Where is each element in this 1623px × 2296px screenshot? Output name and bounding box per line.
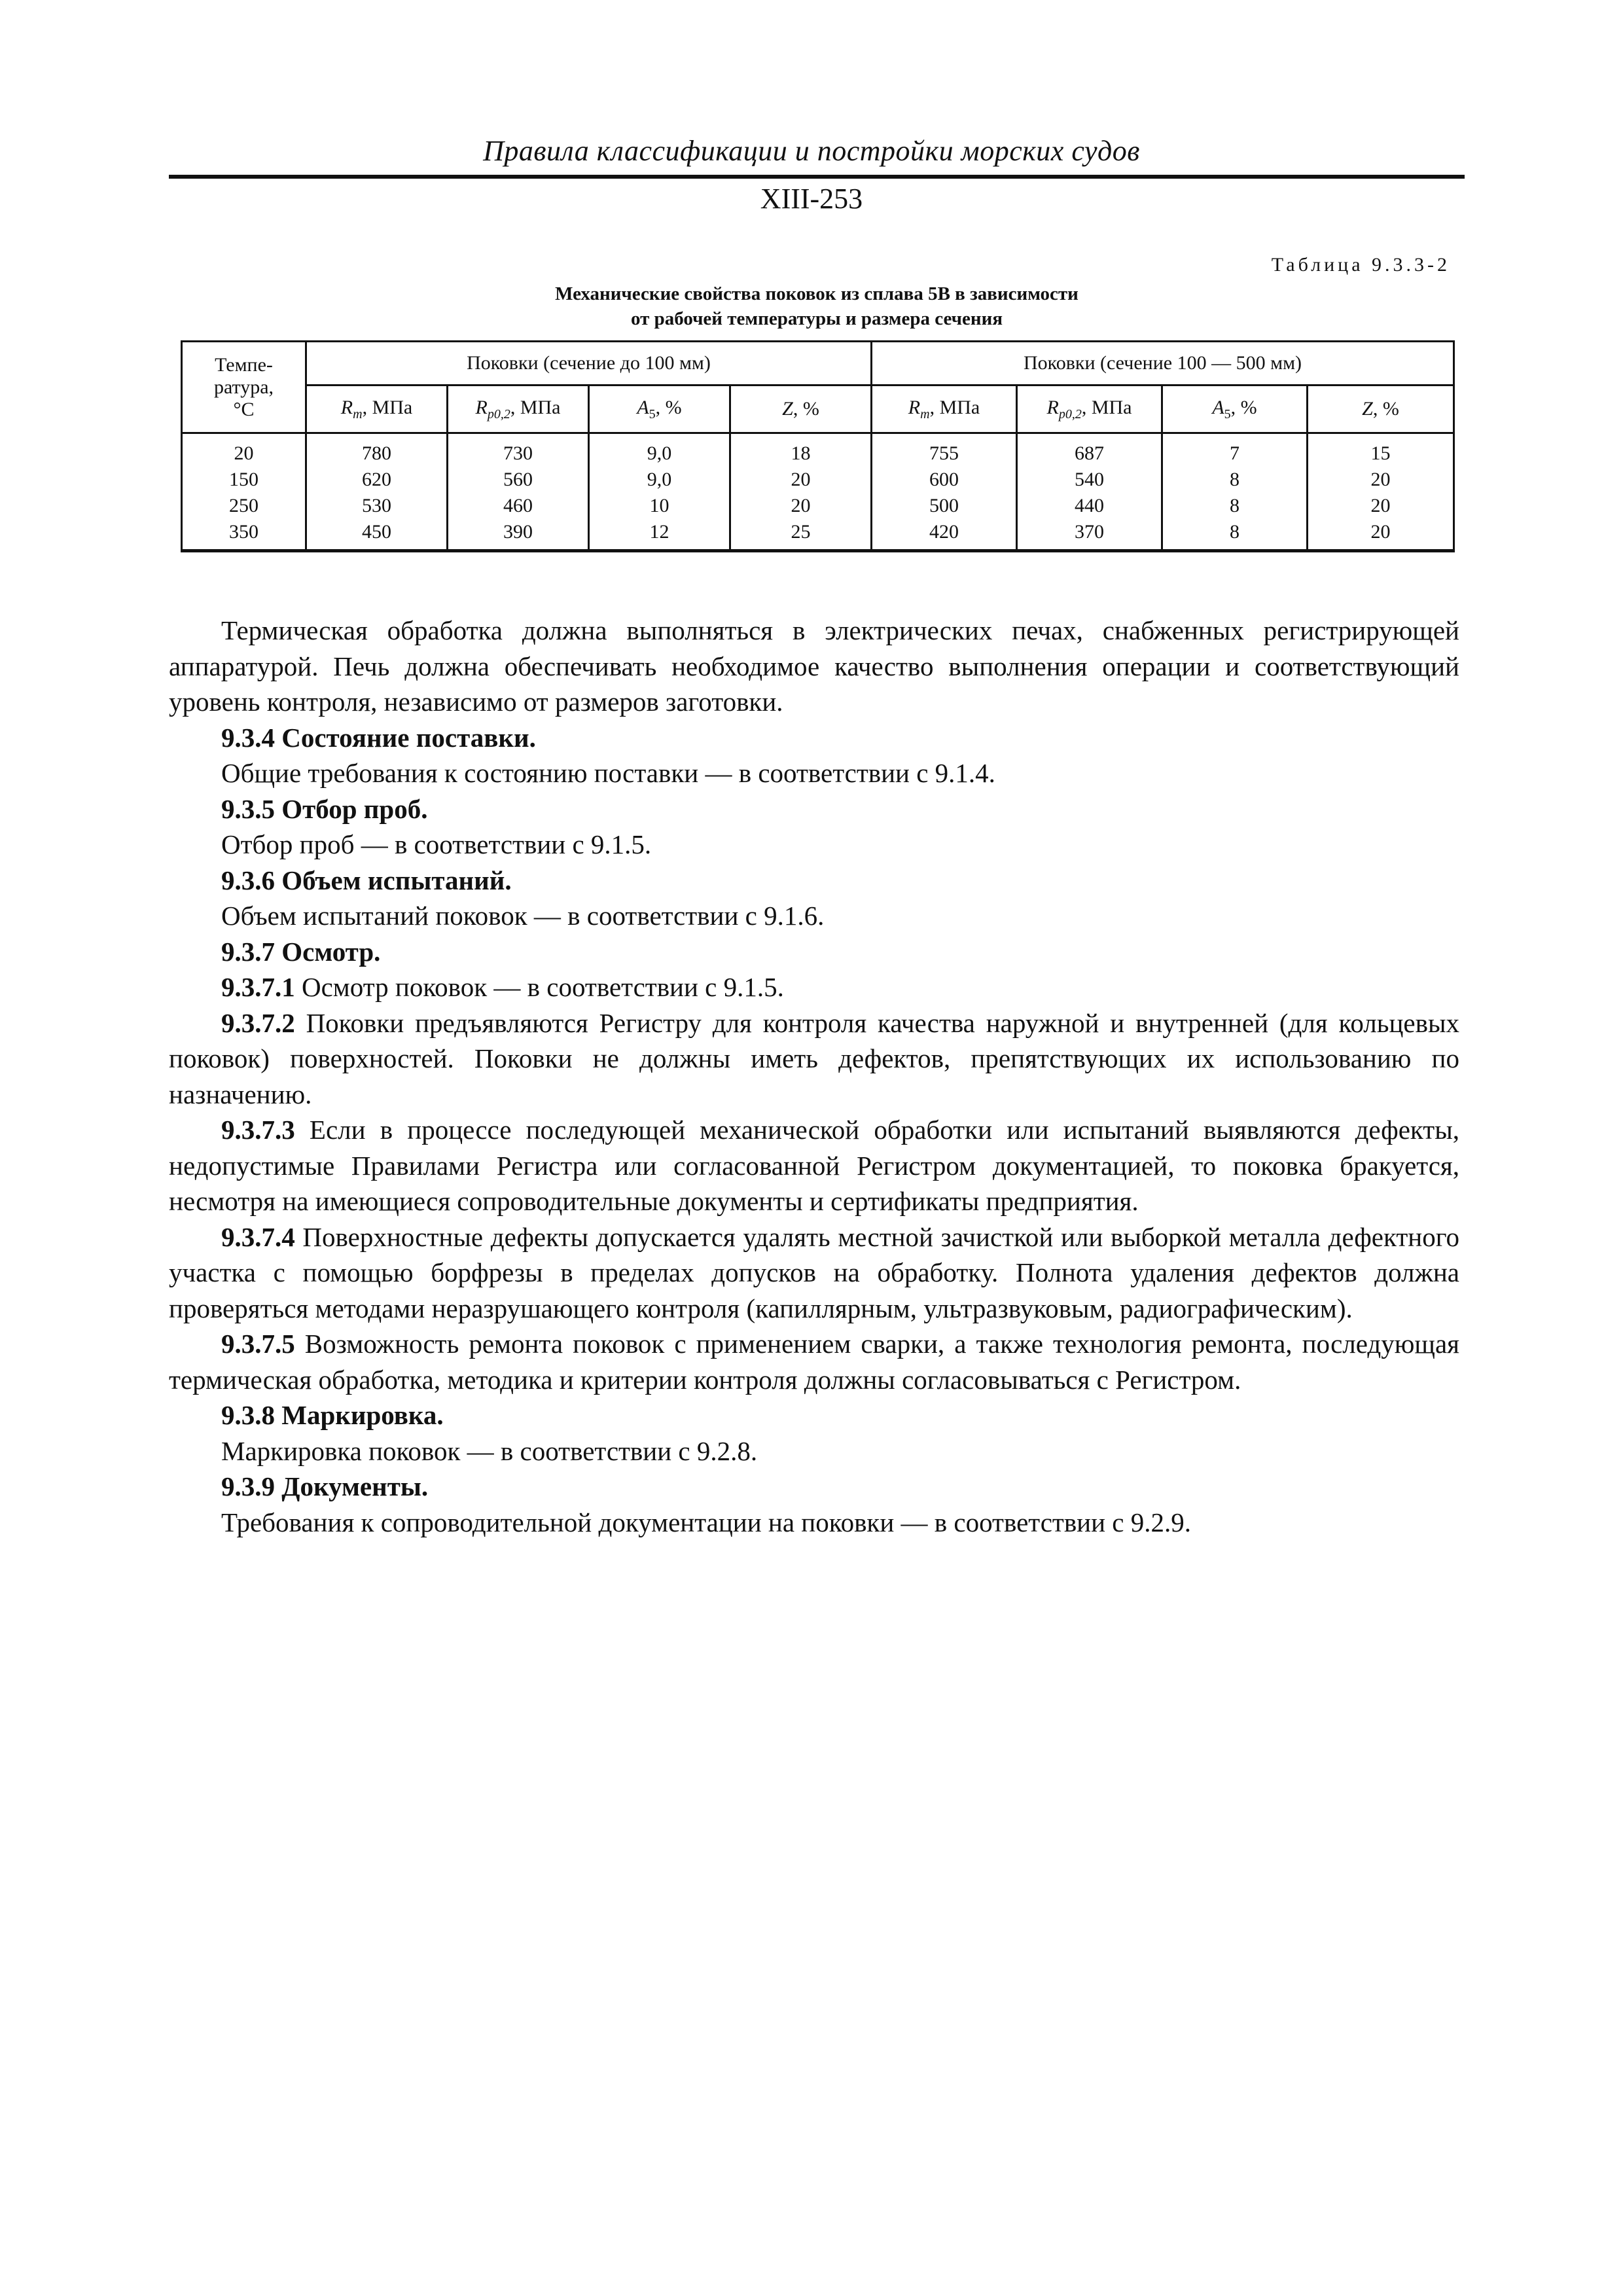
paragraph-9-3-7-2: 9.3.7.2 Поковки предъявляются Регистру для контроля качества наружной и внутренней (для кольцевых поковок) поверхностей. Поковки не должны иметь дефектов, препятствующих их использованию по назначению. — [169, 1007, 1459, 1109]
heading-9-3-6: 9.3.6 Объем испытаний. — [221, 865, 512, 895]
col-header-z: Z, % — [730, 386, 872, 433]
body-text — [169, 613, 1459, 1540]
col-header-rp: $R_{p0,2}$, МПа — [1017, 386, 1162, 433]
table-caption — [169, 281, 1465, 331]
paragraph-9-3-6: Объем испытаний поковок — в соответствии с 9.1.6. — [221, 901, 825, 931]
table-caption-line1: Механические свойства поковок из сплава 5В в зависимости — [555, 283, 1079, 304]
col-g1-rm: 780 620 530 450 — [306, 433, 448, 551]
col-header-a5: $A_5$, % — [589, 386, 730, 433]
properties-table — [181, 340, 1455, 552]
col-g2-rm: 755 600 500 420 — [872, 433, 1017, 551]
heading-9-3-8: 9.3.8 Маркировка. — [221, 1400, 444, 1430]
heading-9-3-9: 9.3.9 Документы. — [221, 1471, 429, 1501]
col-header-rm: $R_m$, МПа — [306, 386, 448, 433]
col-header-rm: $R_m$, МПа — [872, 386, 1017, 433]
col-header-z: Z, % — [1308, 386, 1454, 433]
heading-9-3-7: 9.3.7 Осмотр. — [221, 936, 381, 967]
heading-9-3-5: 9.3.5 Отбор проб. — [221, 793, 428, 824]
col-g1-rp: 730 560 460 390 — [448, 433, 589, 551]
group-header-small-section: Поковки (сечение до 100 мм) — [306, 342, 872, 386]
paragraph-9-3-9: Требования к сопроводительной документации на поковки — в соответствии с 9.2.9. — [221, 1507, 1192, 1537]
col-g2-rp: 687 540 440 370 — [1017, 433, 1162, 551]
col-header-rp: $R_{p0,2}$, МПа — [448, 386, 589, 433]
col-g1-a5: 9,0 9,0 10 12 — [589, 433, 730, 551]
paragraph-9-3-7-5: 9.3.7.5 Возможность ремонта поковок с применением сварки, а также технология ремонта, последующая термическая обработка, методика и критерии контроля должны согласовываться с Регистром. — [169, 1329, 1459, 1395]
table-caption-line2: от рабочей температуры и размера сечения — [630, 308, 1003, 329]
temperature-header: Темпе- ратура, °С — [182, 342, 306, 433]
col-g2-z: 15 20 20 20 — [1308, 433, 1454, 551]
paragraph-9-3-4: Общие требования к состоянию поставки — в соответствии с 9.1.4. — [221, 758, 995, 788]
paragraph-9-3-7-1: 9.3.7.1 Осмотр поковок — в соответствии с 9.1.5. — [221, 972, 784, 1002]
header-rule — [169, 175, 1465, 179]
group-header-large-section: Поковки (сечение 100 — 500 мм) — [872, 342, 1454, 386]
heading-9-3-4: 9.3.4 Состояние поставки. — [221, 722, 536, 753]
page-number: XIII-253 — [760, 183, 863, 215]
col-g2-a5: 7 8 8 8 — [1162, 433, 1308, 551]
paragraph-9-3-7-4: 9.3.7.4 Поверхностные дефекты допускается удалять местной зачисткой или выборкой металла дефектного участка с помощью борфрезы в пределах допусков на обработку. Полнота удаления дефектов должна проверяться методами неразрушающего контроля (капиллярным, ультразвуковым, радиографическим). — [169, 1221, 1459, 1323]
table-data-row — [182, 433, 1454, 551]
running-header: Правила классификации и постройки морских судов — [483, 135, 1140, 167]
paragraph-9-3-5: Отбор проб — в соответствии с 9.1.5. — [221, 829, 652, 859]
col-g1-z: 18 20 20 25 — [730, 433, 872, 551]
paragraph-9-3-7-3: 9.3.7.3 Если в процессе последующей механической обработки или испытаний выявляются дефекты, недопустимые Правилами Регистра или согласованной Регистром документацией, то поковка бракуется, несмотря на имеющиеся сопроводительные документы и сертификаты предприятия. — [169, 1115, 1459, 1216]
paragraph-heat-treatment: Термическая обработка должна выполняться в электрических печах, снабженных регистрирующей аппаратурой. Печь должна обеспечивать необходимое качество выполнения операции и соответствующий уровень контроля, независимо от размеров заготовки. — [169, 615, 1459, 717]
col-header-a5: $A_5$, % — [1162, 386, 1308, 433]
table-label: Таблица 9.3.3-2 — [1271, 254, 1450, 276]
paragraph-9-3-8: Маркировка поковок — в соответствии с 9.2.8. — [221, 1435, 758, 1466]
col-temperature: 20 150 250 350 — [182, 433, 306, 551]
